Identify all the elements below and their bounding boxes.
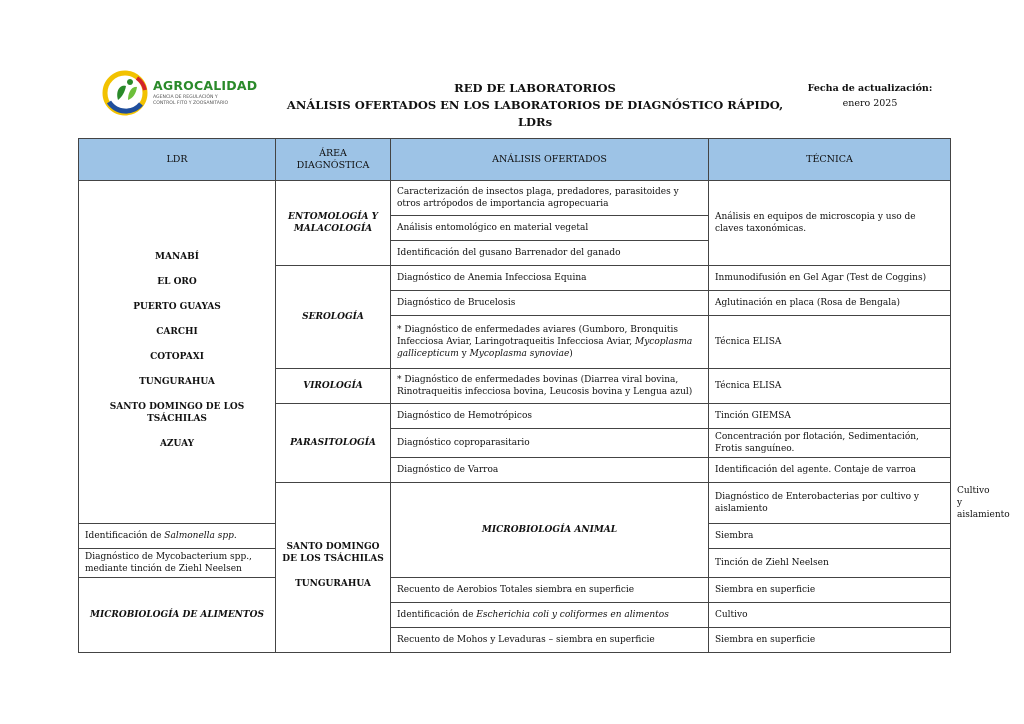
area-virologia: VIROLOGÍA xyxy=(276,369,391,404)
analisis-cell: Análisis entomológico en material vegetal xyxy=(391,216,709,241)
logo-subtitle-line2: CONTROL FITO Y ZOOSANITARIO xyxy=(153,101,229,106)
analisis-text: Identificación de xyxy=(85,531,165,541)
ldr-item: TUNGURAHUA xyxy=(295,579,371,589)
tecnica-cell: Siembra en superficie xyxy=(709,578,951,603)
analisis-cell xyxy=(79,524,276,549)
tecnica-cell: Concentración por flotación, Sedimentación, Frotis sanguíneo. xyxy=(709,429,951,458)
analisis-cell: Diagnóstico coproparasitario xyxy=(391,429,709,458)
tecnica-cell: Técnica ELISA xyxy=(709,369,951,404)
ldr-item: COTOPAXI xyxy=(150,351,204,362)
column-header-area: ÁREA DIAGNÓSTICA xyxy=(276,139,391,181)
table-row xyxy=(79,181,951,216)
ldr-item: SANTO DOMINGO DE LOS TSÁCHILAS xyxy=(109,401,245,424)
document-title: RED DE LABORATORIOS xyxy=(454,81,616,95)
update-date-label: Fecha de actualización: xyxy=(807,83,933,94)
area-serologia: SEROLOGÍA xyxy=(276,266,391,369)
tecnica-cell: Identificación del agente. Contaje de varroa xyxy=(709,458,951,483)
analisis-cell: Diagnóstico de Brucelosis xyxy=(391,291,709,316)
analisis-cell xyxy=(391,603,709,628)
ldr-item: MANABÍ xyxy=(155,251,199,262)
column-header-analisis: ANÁLISIS OFERTADOS xyxy=(391,139,709,181)
document-subtitle: ANÁLISIS OFERTADOS EN LOS LABORATORIOS DE DIAGNÓSTICO RÁPIDO, LDRs xyxy=(286,98,784,129)
analisis-cell: Identificación del gusano Barrenador del ganado xyxy=(391,241,709,266)
logo-emblem-icon xyxy=(101,68,151,118)
analisis-cell: Diagnóstico de Enterobacterias por cultivo y aislamiento xyxy=(709,483,951,524)
area-parasitologia: PARASITOLOGÍA xyxy=(276,404,391,483)
ldr-item: AZUAY xyxy=(159,438,195,449)
agrocalidad-logo xyxy=(101,68,258,118)
area-microbiologia-animal: MICROBIOLOGÍA ANIMAL xyxy=(391,483,709,578)
column-header-ldr: LDR xyxy=(79,139,276,181)
analisis-italic-text: Mycoplasma gallicepticum xyxy=(397,337,693,359)
table-row: SANTO DOMINGO DE LOS TSÁCHILAS TUNGURAHUA MICROBIOLOGÍA ANIMAL Diagnóstico de Enterobacterias por cultivo y aislamiento Cultivo y aislamiento xyxy=(79,483,951,524)
tecnica-cell: Análisis en equipos de microscopia y uso de claves taxonómicas. xyxy=(709,181,951,266)
table-row xyxy=(79,578,951,603)
ldr-item: EL ORO xyxy=(157,276,197,287)
ldr-group-2 xyxy=(276,483,391,653)
ldr-item: PUERTO GUAYAS xyxy=(133,301,221,312)
document-header xyxy=(280,80,790,131)
analisis-italic-text: Mycoplasma synoviae xyxy=(469,349,570,359)
tecnica-cell: Tinción de Ziehl Neelsen xyxy=(709,549,951,578)
column-header-tecnica: TÉCNICA xyxy=(709,139,951,181)
update-date xyxy=(800,81,940,111)
area-microbiologia-alimentos: MICROBIOLOGÍA DE ALIMENTOS xyxy=(79,578,276,653)
analisis-italic-text: Escherichia coli y coliformes en alimentos xyxy=(476,610,669,620)
ldr-item: CARCHI xyxy=(156,326,198,337)
tecnica-cell: Técnica ELISA xyxy=(709,316,951,369)
analisis-cell: Diagnóstico de Hemotrópicos xyxy=(391,404,709,429)
tecnica-cell: Siembra xyxy=(709,524,951,549)
analisis-cell xyxy=(391,316,709,369)
table-header-row xyxy=(79,139,951,181)
ldr-group-1 xyxy=(79,181,276,524)
analisis-text: ) xyxy=(569,349,573,359)
tecnica-cell: Inmunodifusión en Gel Agar (Test de Coggins) xyxy=(709,266,951,291)
tecnica-cell: Cultivo xyxy=(709,603,951,628)
tecnica-cell: Tinción GIEMSA xyxy=(709,404,951,429)
tecnica-cell: Aglutinación en placa (Rosa de Bengala) xyxy=(709,291,951,316)
logo-brand-text: AGROCALIDAD xyxy=(153,78,258,93)
tecnica-cell: Siembra en superficie xyxy=(709,628,951,653)
analisis-cell: Diagnóstico de Mycobacterium spp., mediante tinción de Ziehl Neelsen xyxy=(79,549,276,578)
update-date-value: enero 2025 xyxy=(842,98,898,109)
analisis-cell: Diagnóstico de Anemia Infecciosa Equina xyxy=(391,266,709,291)
analisis-cell: Recuento de Mohos y Levaduras – siembra en superficie xyxy=(391,628,709,653)
ldr-item: SANTO DOMINGO DE LOS TSÁCHILAS xyxy=(282,542,384,564)
logo-subtitle-line1: AGENCIA DE REGULACIÓN Y xyxy=(153,95,218,100)
analisis-text: y xyxy=(458,349,470,359)
laboratory-analysis-table xyxy=(78,138,1010,653)
area-entomologia: ENTOMOLOGÍA Y MALACOLOGÍA xyxy=(276,181,391,266)
analisis-text: Identificación de xyxy=(397,610,477,620)
analisis-cell: * Diagnóstico de enfermedades bovinas (Diarrea viral bovina, Rinotraqueitis infecciosa bovina, Leucosis bovina y Lengua azul) xyxy=(391,369,709,404)
analisis-text: * Diagnóstico de enfermedades aviares (Gumboro, Bronquitis Infecciosa Aviar, Laringotraqueitis Infecciosa Aviar, xyxy=(397,325,678,347)
ldr-item: TUNGURAHUA xyxy=(139,376,215,387)
analisis-italic-text: Salmonella spp. xyxy=(164,531,237,541)
analisis-cell: Diagnóstico de Varroa xyxy=(391,458,709,483)
analisis-cell: Caracterización de insectos plaga, predadores, parasitoides y otros artrópodos de importancia agropecuaria xyxy=(391,181,709,216)
analisis-cell: Recuento de Aerobios Totales siembra en superficie xyxy=(391,578,709,603)
